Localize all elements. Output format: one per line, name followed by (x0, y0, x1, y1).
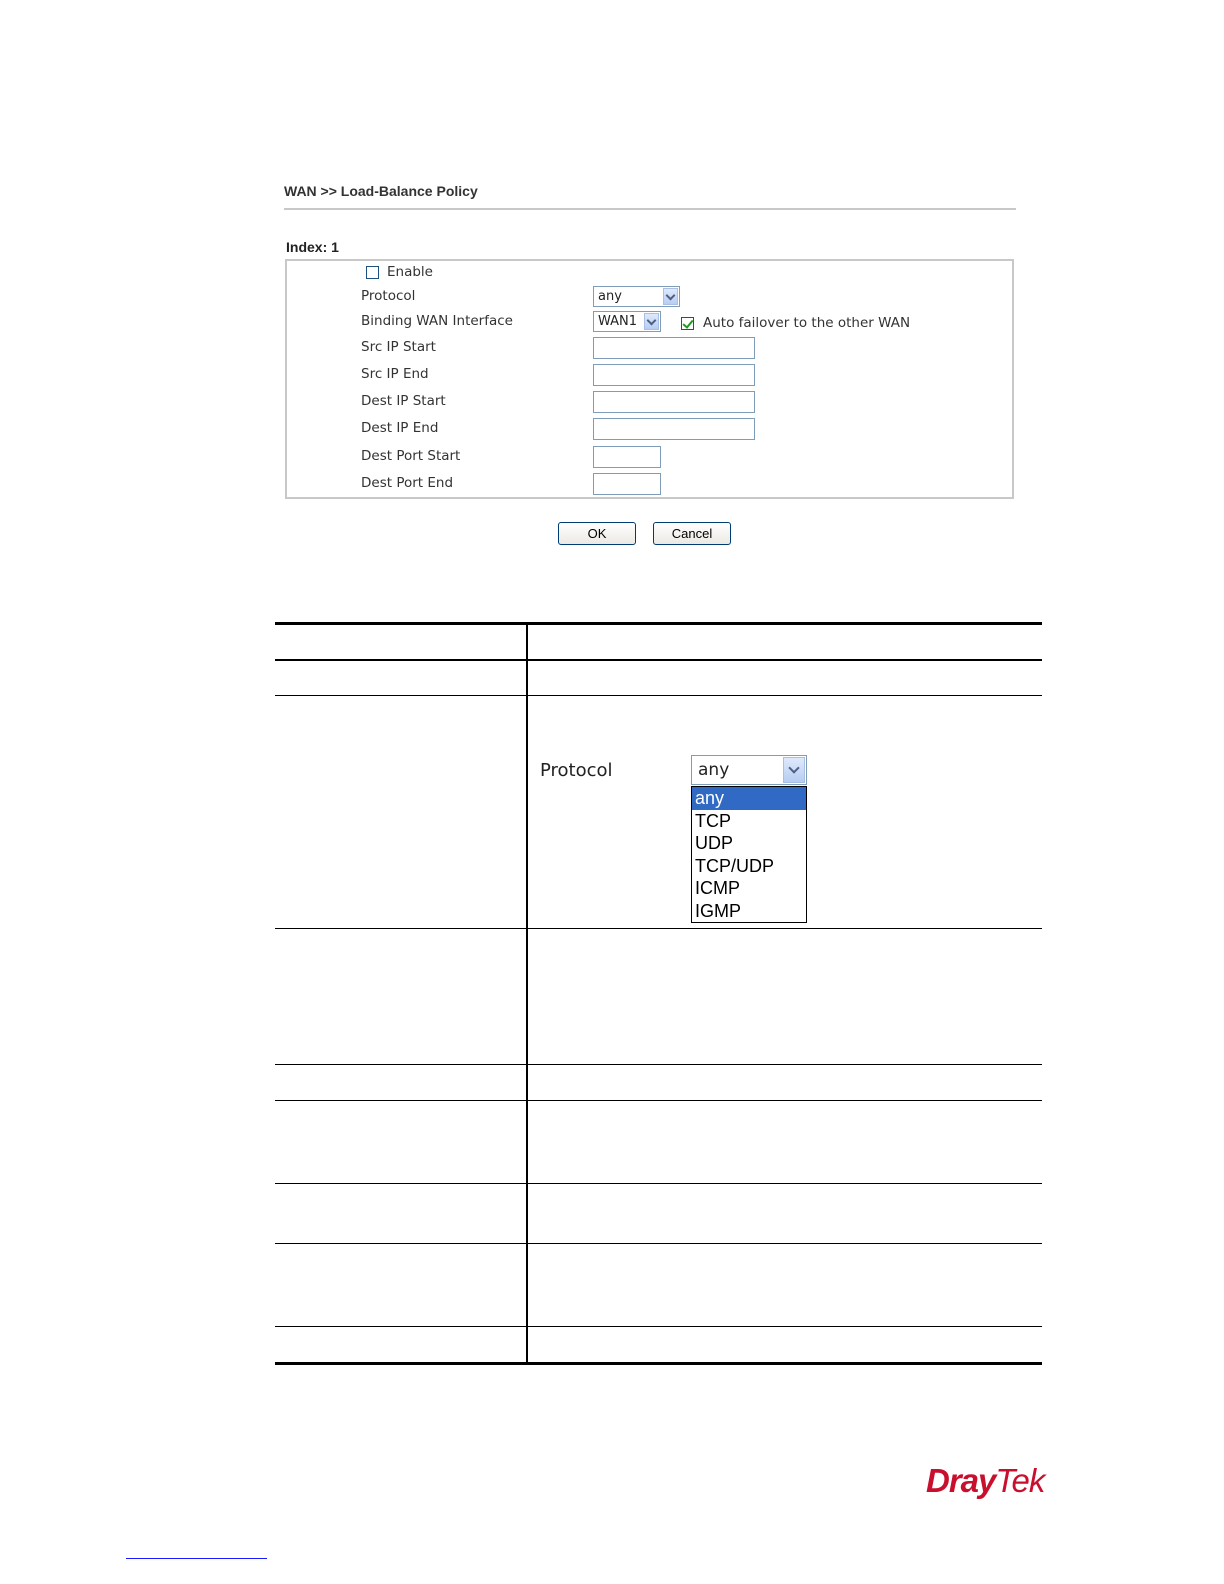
zoom-protocol-select-value: any (698, 760, 730, 780)
auto-failover-checkbox[interactable] (681, 317, 694, 330)
enable-label: Enable (387, 264, 433, 280)
table-top-rule (275, 622, 1042, 625)
protocol-options-list (691, 786, 807, 923)
src-ip-start-label: Src IP Start (361, 339, 436, 355)
dest-ip-end-label: Dest IP End (361, 420, 439, 436)
table-row-divider (275, 1183, 1042, 1184)
dest-port-start-label: Dest Port Start (361, 448, 461, 464)
dest-port-start-input[interactable] (593, 446, 661, 468)
draytek-logo (926, 1462, 1044, 1500)
src-ip-end-input[interactable] (593, 364, 755, 386)
logo-part-tek: Tek (995, 1462, 1045, 1499)
table-row-divider (275, 695, 1042, 696)
dest-ip-end-input[interactable] (593, 418, 755, 440)
protocol-option-any[interactable]: any (692, 787, 806, 810)
zoom-protocol-label: Protocol (540, 760, 613, 781)
auto-failover-label: Auto failover to the other WAN (703, 315, 911, 331)
chevron-down-icon[interactable] (783, 757, 805, 783)
table-column-divider (526, 622, 528, 1364)
binding-wan-select[interactable] (593, 311, 661, 332)
binding-wan-label: Binding WAN Interface (361, 313, 513, 329)
breadcrumb-divider (284, 208, 1016, 210)
protocol-select-value: any (598, 289, 622, 304)
ok-button[interactable]: OK (558, 522, 636, 545)
table-row-divider (275, 928, 1042, 929)
cancel-button[interactable]: Cancel (653, 522, 731, 545)
breadcrumb: WAN >> Load-Balance Policy (284, 183, 478, 199)
chevron-down-icon[interactable] (663, 288, 678, 305)
footer-link-underline (126, 1558, 267, 1559)
table-row-divider (275, 1100, 1042, 1101)
src-ip-end-label: Src IP End (361, 366, 429, 382)
protocol-option-tcp-udp[interactable]: TCP/UDP (695, 855, 775, 876)
chevron-down-icon[interactable] (644, 313, 659, 330)
table-row-divider (275, 1064, 1042, 1065)
table-row-divider (275, 659, 1042, 661)
binding-wan-select-value: WAN1 (598, 314, 638, 329)
table-row-divider (275, 1243, 1042, 1244)
protocol-option-udp[interactable]: UDP (695, 833, 734, 853)
logo-part-dray: Dray (926, 1462, 996, 1499)
dest-ip-start-label: Dest IP Start (361, 393, 446, 409)
table-row-divider (275, 1326, 1042, 1327)
index-label: Index: 1 (286, 239, 339, 255)
protocol-select[interactable] (593, 286, 680, 307)
src-ip-start-input[interactable] (593, 337, 755, 359)
protocol-option-icmp[interactable]: ICMP (695, 878, 740, 898)
protocol-option-igmp[interactable]: IGMP (695, 900, 742, 921)
table-bottom-rule (275, 1362, 1042, 1365)
protocol-option-tcp[interactable]: TCP (695, 810, 731, 831)
dest-ip-start-input[interactable] (593, 391, 755, 413)
protocol-label: Protocol (361, 288, 416, 304)
zoom-protocol-select[interactable] (691, 755, 807, 785)
enable-checkbox[interactable] (366, 266, 379, 279)
dest-port-end-input[interactable] (593, 473, 661, 495)
dest-port-end-label: Dest Port End (361, 475, 454, 491)
